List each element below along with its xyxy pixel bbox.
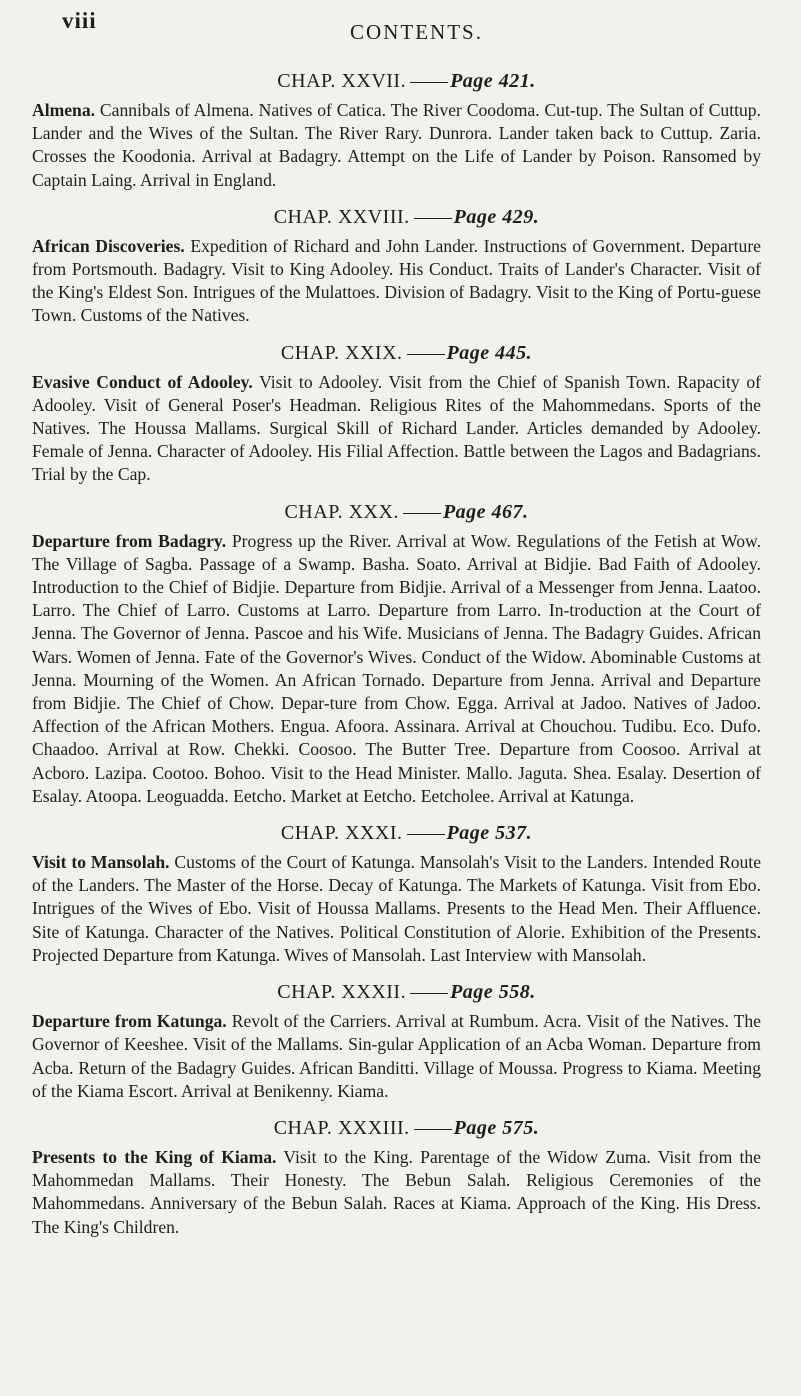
chapter-summary: [32, 371, 761, 487]
summary-lead: Evasive Conduct of Adooley.: [32, 371, 253, 392]
summary-text: Customs of the Court of Katunga. Mansolah's Visit to the Landers. Intended Route of the Landers. The Master of the Horse. Decay of Katunga. The Markets of Katunga. Visit from Ebo. Intrigues of the Wives of Ebo. Visit of Houssa Mallams. Presents to the Head Men. Their Affluence. Site of Katunga. Character of the Natives. Political Constitution of Alorie. Exhibition of the Presents. Projected Departure from Katunga. Wives of Mansolah. Last Interview with Mansolah.: [32, 852, 762, 965]
summary-lead: Presents to the King of Kiama.: [32, 1146, 277, 1167]
chapter-summary: [32, 99, 761, 192]
chapter-summary: [32, 1146, 761, 1239]
leader-dash: [410, 993, 448, 994]
chapter-heading: [32, 501, 761, 524]
page-folio: viii: [62, 8, 97, 33]
chapter-number: CHAP. XXX.: [284, 500, 399, 523]
chapter-page: Page 575.: [453, 1116, 540, 1139]
chapter-number: CHAP. XXXIII.: [273, 1116, 410, 1139]
chapter-number: CHAP. XXXII.: [277, 981, 407, 1004]
summary-lead: African Discoveries.: [32, 235, 185, 256]
chapter-number: CHAP. XXVIII.: [273, 205, 410, 228]
chapter-entry-29: [32, 342, 761, 487]
chapter-heading: [32, 981, 761, 1004]
chapter-page: Page 558.: [450, 981, 536, 1004]
chapter-number: CHAP. XXVII.: [277, 70, 407, 92]
leader-dash: [407, 354, 445, 355]
chapter-page: Page 537.: [446, 822, 533, 845]
leader-dash: [403, 513, 441, 514]
summary-text: Cannibals of Almena. Natives of Catica. The River Coodoma. Cut-tup. The Sultan of Cuttup. Lander and the Wives of the Sultan. The River Rary. Dunrora. Lander taken back to Cuttup. Zaria. Crosses the Koodonia. Arrival at Badagry. Attempt on the Life of Lander by Poison. Ransomed by Captain Laing. Arrival in England.: [32, 100, 761, 190]
chapter-page: Page 429.: [453, 205, 540, 228]
chapter-number: CHAP. XXIX.: [280, 341, 403, 364]
summary-text: Expedition of Richard and John Lander. Instructions of Government. Departure from Portsmouth. Badagry. Visit to King Adooley. His Conduct. Traits of Lander's Character. Visit of the King's Eldest Son. Intrigues of the Mulattoes. Division of Badagry. Visit to the King of Portu-guese Town. Customs of the Natives.: [32, 235, 761, 326]
summary-lead: Visit to Mansolah.: [32, 852, 170, 873]
summary-lead: Departure from Katunga.: [32, 1011, 227, 1032]
running-head: [32, 0, 761, 70]
leader-dash: [414, 1129, 452, 1130]
leader-dash: [414, 218, 452, 219]
summary-lead: Departure from Badagry.: [32, 530, 227, 551]
summary-text: Progress up the River. Arrival at Wow. Regulations of the Fetish at Wow. The Village of Sagba. Passage of a Swamp. Basha. Soato. Arrival at Bidjie. Bad Faith of Adooley. Introduction to the Chief of Bidjie. Departure from Bidjie. Arrival of a Messenger from Jenna. Laatoo. Larro. The Chief of Larro. Customs at Larro. Departure from Larro. In-troduction at the Court of Jenna. The Governor of Jenna. Pascoe and his Wife. Musicians of Jenna. The Badagry Guides. African Wars. Women of Jenna. Fate of the Governor's Wives. Conduct of the Widow. Abominable Customs at Jenna. Mourning of the Women. An African Tornado. Departure from Jenna. Arrival and Departure from Bidjie. The Chief of Chow. Depar-ture from Chow. Egga. Arrival at Jadoo. Natives of Jadoo. Affection of the African Mothers. Engua. Afoora. Assinara. Arrival at Chouchou. Tudibu. Eco. Dufo. Chaadoo. Arrival at Row. Chekki. Coosoo. The Butter Tree. Departure from Coosoo. Arrival at Acboro. Lazipa. Cootoo. Bohoo. Visit to the Head Minister. Mallo. Jaguta. Shea. Esalay. Desertion of Esalay. Atoopa. Leoguadda. Eetcho. Market at Eetcho. Eetcholee. Arrival at Katunga.: [32, 530, 761, 806]
chapter-heading: [32, 822, 761, 845]
page-title: CONTENTS.: [350, 20, 483, 44]
chapter-entry-31: [32, 822, 761, 967]
chapter-page: Page 421.: [450, 70, 536, 92]
chapter-heading: [32, 1117, 761, 1140]
chapter-summary: [32, 1010, 761, 1103]
chapter-entry-27: [32, 70, 761, 192]
summary-text: Visit to Adooley. Visit from the Chief of Spanish Town. Rapacity of Adooley. Visit of General Poser's Headman. Religious Rites of the Mahommedans. Sports of the Natives. The Houssa Mallams. Surgical Skill of Richard Lander. Articles demanded by Adooley. Female of Jenna. Character of Adooley. His Filial Affection. Battle between the Lagos and Badagrians. Trial by the Cap.: [32, 371, 761, 485]
leader-dash: [410, 82, 448, 83]
chapter-page: Page 467.: [442, 500, 529, 523]
chapter-summary: [32, 530, 761, 808]
summary-lead: Almena.: [32, 100, 96, 120]
chapter-entry-32: [32, 981, 761, 1103]
chapter-summary: [32, 851, 761, 967]
leader-dash: [407, 834, 445, 835]
summary-text: Revolt of the Carriers. Arrival at Rumbum. Acra. Visit of the Natives. The Governor of Keeshee. Visit of the Mallams. Sin-gular Application of an Acba Woman. Departure from Acba. Return of the Badagry Guides. African Banditti. Village of Moussa. Progress to Kiama. Meeting of the Kiama Escort. Arrival at Benikenny. Kiama.: [32, 1011, 761, 1101]
chapter-heading: [32, 342, 761, 365]
chapter-heading: [32, 206, 761, 229]
chapter-heading: [32, 70, 761, 93]
chapter-entry-30: [32, 501, 761, 808]
chapter-summary: [32, 235, 761, 328]
chapter-entry-33: [32, 1117, 761, 1239]
summary-text: Visit to the King. Parentage of the Widow Zuma. Visit from the Mahommedan Mallams. Their Honesty. The Bebun Salah. Religious Ceremonies of the Mahommedans. Anniversary of the Bebun Salah. Races at Kiama. Approach of the King. His Dress. The King's Children.: [32, 1146, 761, 1237]
chapter-page: Page 445.: [446, 341, 533, 364]
chapter-number: CHAP. XXXI.: [280, 822, 403, 845]
chapter-entry-28: [32, 206, 761, 328]
